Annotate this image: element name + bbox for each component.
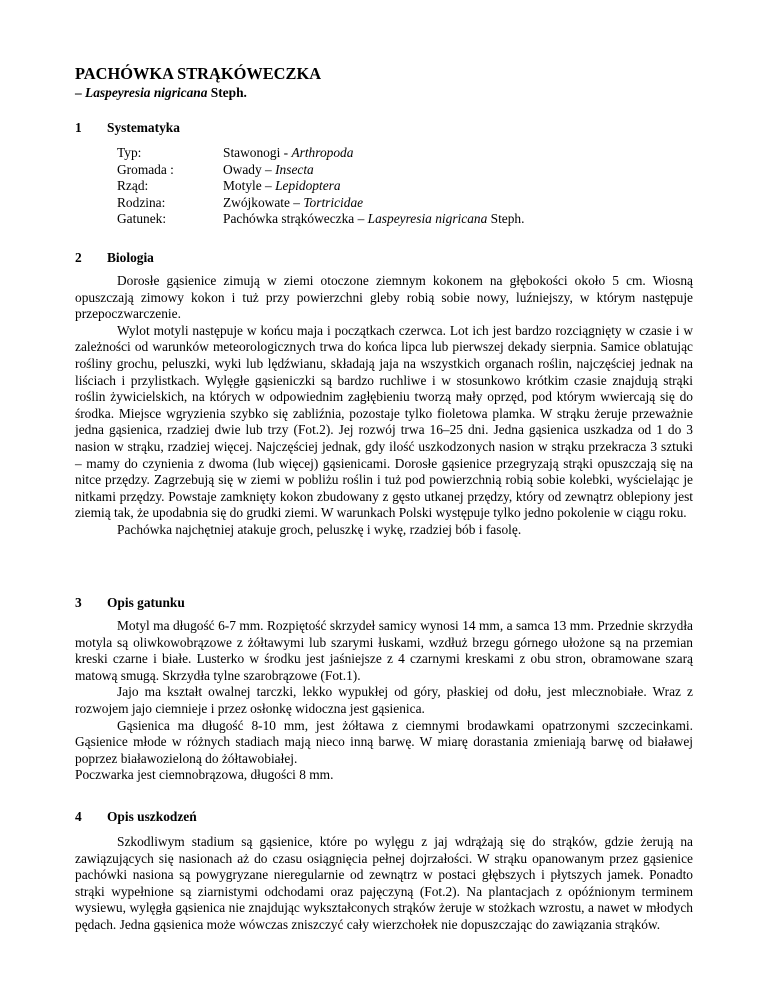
systematics-label: Rodzina:: [117, 194, 166, 210]
section-2-body: [75, 273, 693, 539]
systematics-label: Gatunek:: [117, 211, 167, 227]
paragraph: Jajo ma kształt owalnej tarczki, lekko wypukłej od góry, płaskiej od dołu, jest mlecznobiałe. Wraz z rozwojem jajo ciemnieje i przez osłonkę widoczna jest gąsienica.: [75, 684, 693, 716]
systematics-value: Owady – Insecta: [223, 161, 314, 177]
section-3-body: [75, 618, 693, 784]
section-2-heading: Biologia: [107, 250, 154, 265]
systematics-value: Pachówka strąkóweczka – Laspeyresia nigricana Steph.: [223, 211, 525, 227]
section-3-heading: Opis gatunku: [107, 595, 185, 610]
paragraph: Poczwarka jest ciemnobrązowa, długości 8 mm.: [75, 767, 334, 783]
paragraph: Pachówka najchętniej atakuje groch, peluszkę i wykę, rzadziej bób i fasolę.: [117, 521, 522, 537]
paragraph: Motyl ma długość 6-7 mm. Rozpiętość skrzydeł samicy wynosi 14 mm, a samca 13 mm. Przednie skrzydła motyla są oliwkowobrązowe z żółtawymi lub szarymi łuskami, wzdłuż brzegu górnego ułożone są na przemian kreski czarne i białe. Lusterko w środku jest jaśniejsze z 4 czarnymi kreskami z obu stron, obramowane szarą matową smugą. Skrzydła tylne szarobrązowe (Fot.1).: [75, 618, 693, 683]
section-1-heading: Systematyka: [107, 120, 180, 135]
systematics-row: [117, 195, 524, 212]
subtitle-author: Steph.: [207, 85, 247, 100]
section-4-heading: Opis uszkodzeń: [107, 809, 197, 824]
section-2-number: 2: [75, 250, 82, 265]
systematics-label: Gromada :: [117, 161, 174, 177]
systematics-row: [117, 145, 524, 162]
systematics-label: Typ:: [117, 145, 142, 160]
paragraph: Wylot motyli następuje w końcu maja i początkach czerwca. Lot ich jest bardzo rozciągnięty w czasie i w zależności od warunków meteorologicznych trwa do końca lipca lub pierwszej dekady sierpnia. Samice oblatując rośliny grochu, peluszki, wyki lub lędźwianu, składają jaja na wszystkich organach roślin, najczęściej jednak na liściach i przylistkach. Wylęgłe gąsieniczki są bardzo ruchliwe i w stosunkowo krótkim czasie znajdują strąki roślin żywicielskich, na których w odpowiednim zagłębieniu tworzą mały oprzęd, pod którym wwiercają się do środka. Miejsce wgryzienia szybko się zabliźnia, pozostaje tylko fioletowa plamka. W strąku żeruje przeważnie jedna gąsienica, rzadziej dwie lub trzy (Fot.2). Jej rozwój trwa 16–25 dni. Jedna gąsienica uszkadza od 1 do 3 nasion w strąku, rzadziej więcej. Najczęściej jednak, gdy ilość uszkodzonych nasion w strąku przekracza 3 sztuki – mamy do czynienia z dwoma (lub więcej) gąsienicami. Dorosłe gąsienice przegryzają strąki opuszczają się na nitce przędzy. Zagrzebują się w ziemi w pobliżu roślin i tuż pod powierzchnią robią sobie kolebki, wyścielając je nitkami przędzy. Powstaje zamknięty kokon zbudowany z gęsto utkanej przędzy, który od zewnątrz oblepiony jest ziemią tak, że upodabnia się do grudki ziemi. W warunkach Polski występuje tylko jedno pokolenie w ciągu roku.: [75, 322, 693, 521]
systematics-row: [117, 162, 524, 179]
paragraph: Dorosłe gąsienice zimują w ziemi otoczone ziemnym kokonem na głębokości około 5 cm. Wiosną opuszczają zimowy kokon i tuż przy powierzchni gleby robią sobie nowy, luźniejszy, w którym następuje przepoczwarczenie.: [75, 273, 693, 322]
subtitle-latin-name: Laspeyresia nigricana: [85, 85, 208, 100]
systematics-label: Rząd:: [117, 178, 149, 194]
document-subtitle: [75, 85, 247, 102]
section-4-number: 4: [75, 809, 82, 824]
systematics-table: [117, 145, 524, 228]
systematics-value: Motyle – Lepidoptera: [223, 178, 341, 194]
paragraph: Szkodliwym stadium są gąsienice, które po wylęgu z jaj wdrążają się do strąków, gdzie żerują na zawiązujących się nasionach aż do czasu osiągnięcia pełnej dojrzałości. W strąku opanowanym przez gąsienice pachówki nasiona są powygryzane nieregularnie od zewnątrz w postaci głębszych i płytszych jamek. Ponadto strąki wypełnione są ziarnistymi odchodami oraz pajęczyną (Fot.2). Na plantacjach z opóźnionym terminem wysiewu, wylęgła gąsienica nie znajdując wykształconych strąków żeruje w stożkach wzrostu, a nawet w młodych pędach. Jedna gąsienica może wówczas zniszczyć cały wierzchołek nie dopuszczając do zawiązania strąków.: [75, 834, 693, 932]
section-1-number: 1: [75, 120, 82, 135]
systematics-value: Zwójkowate – Tortricidae: [223, 194, 364, 210]
systematics-value: Stawonogi - Arthropoda: [223, 145, 354, 160]
document-title: PACHÓWKA STRĄKÓWECZKA: [75, 64, 322, 83]
section-4-body: [75, 834, 693, 934]
systematics-row: [117, 178, 524, 195]
section-3-number: 3: [75, 595, 82, 610]
subtitle-dash: –: [75, 85, 86, 100]
paragraph: Gąsienica ma długość 8-10 mm, jest żółtawa z ciemnymi brodawkami opatrzonymi szczecinkami. Gąsienice młode w różnych stadiach mają nieco inną barwę. W miarę dorastania zmieniają barwę od białawej poprzez białawozieloną do żółtawobiałej.: [75, 717, 693, 766]
systematics-row: [117, 211, 524, 228]
